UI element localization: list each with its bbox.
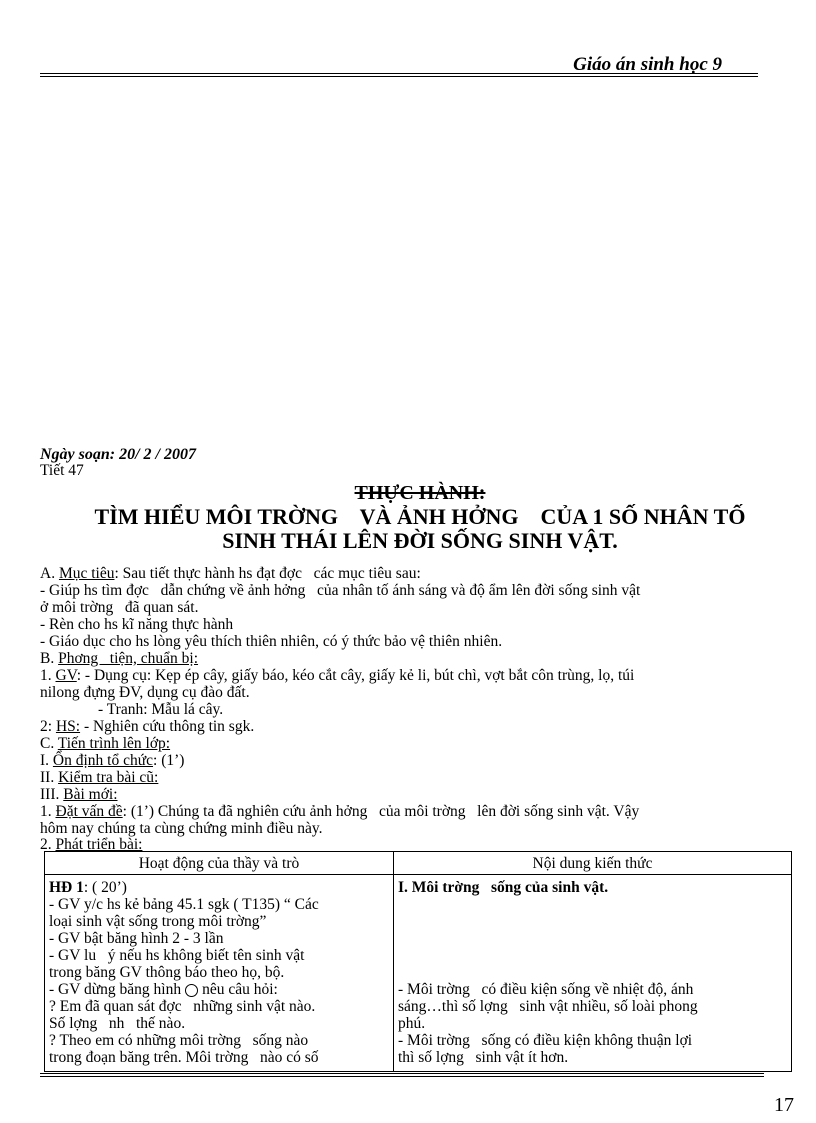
- activity-line-stop: [49, 981, 389, 998]
- step-2-title: Phát triển bài:: [55, 836, 143, 853]
- step-iii-title: Bài mới:: [63, 786, 118, 803]
- stop-question: nêu câu hỏi:: [202, 981, 278, 998]
- lesson-table: [44, 851, 792, 1072]
- step-i: [40, 752, 184, 769]
- section-a-title: Mục tiêu: [58, 565, 115, 582]
- step-i-title: Ổn định tổ chức: [52, 752, 154, 769]
- step-1-prefix: 1.: [40, 803, 56, 820]
- section-b-heading: [40, 650, 198, 667]
- gv-line-2: nilong đựng ĐV, dụng cụ đào đất.: [40, 684, 250, 701]
- title-kicker: THỰC HÀNH:: [354, 482, 486, 504]
- activity-line: trong băng GV thông báo theo họ, bộ.: [49, 964, 285, 981]
- activity-line: ? Theo em có những môi trờng sống nào: [49, 1032, 309, 1049]
- step-1: [40, 803, 639, 820]
- footer-rule-2: [40, 1076, 764, 1077]
- activity-line: loại sinh vật sống trong môi trờng”: [49, 913, 267, 930]
- step-ii: [40, 769, 158, 786]
- step-2-prefix: 2.: [40, 836, 56, 853]
- step-ii-prefix: II.: [40, 769, 59, 786]
- content-spacer: [398, 896, 787, 981]
- activity-line: ? Em đã quan sát đợc những sinh vật nào.: [49, 998, 316, 1015]
- footer-rule: [40, 1073, 764, 1074]
- section-a-rest: : Sau tiết thực hành hs đạt đợc các mục tiêu sau:: [114, 565, 421, 582]
- circle-icon: [185, 984, 198, 997]
- activity-line: - GV bật băng hình 2 - 3 lần: [49, 930, 224, 947]
- section-a-prefix: A.: [40, 565, 59, 582]
- content-line: - Môi trờng có điều kiện sống về nhiệt độ, ánh: [398, 981, 694, 998]
- section-a-item: - Giáo dục cho hs lòng yêu thích thiên nhiên, có ý thức bảo vệ thiên nhiên.: [40, 633, 503, 650]
- table-header-content: Nội dung kiến thức: [394, 852, 792, 875]
- section-c-heading: [40, 735, 170, 752]
- step-i-rest: : (1’): [153, 752, 185, 769]
- activity-line: - GV y/c hs kẻ bảng 45.1 sgk ( T135) “ Các: [49, 896, 319, 913]
- activity-cell: [45, 875, 394, 1072]
- header-rule: [40, 73, 758, 74]
- content-line: phú.: [398, 1015, 426, 1032]
- gv-prefix: 1.: [40, 667, 56, 684]
- hs-prefix: 2:: [40, 718, 56, 735]
- title-line-2: SINH THÁI LÊN ĐỜI SỐNG SINH VẬT.: [222, 528, 618, 553]
- content-line: sáng…thì số lợng sinh vật nhiều, số loài phong: [398, 998, 698, 1015]
- hs-line: [40, 718, 254, 735]
- step-iii: [40, 786, 118, 803]
- gv-line-1: [40, 667, 634, 684]
- stop-text: - GV dừng băng hình: [49, 981, 182, 998]
- section-b-title: Phơng tiện, chuẩn bị:: [58, 650, 199, 667]
- step-ii-title: Kiểm tra bài cũ:: [58, 769, 159, 786]
- step-iii-prefix: III.: [40, 786, 64, 803]
- step-1-text: : (1’) Chúng ta đã nghiên cứu ảnh hởng của môi trờng lên đời sống sinh vật. Vậy: [122, 803, 640, 820]
- hd-time: : ( 20’): [83, 879, 127, 896]
- content-cell-content: [398, 875, 787, 1071]
- step-i-prefix: I.: [40, 752, 53, 769]
- title-line-1: TÌM HIỂU MÔI TRỜNG VÀ ẢNH HỞNG CỦA 1 SỐ NHÂN TỐ: [94, 504, 746, 529]
- section-c-prefix: C.: [40, 735, 58, 752]
- content-cell: [394, 875, 792, 1072]
- activity-line: trong đoạn băng trên. Môi trờng nào có số: [49, 1049, 319, 1066]
- period-label: Tiết 47: [40, 462, 84, 479]
- header-rule-2: [40, 76, 758, 77]
- gv-text: : - Dụng cụ: Kẹp ép cây, giấy báo, kéo cắt cây, giấy kẻ li, bút chì, vợt bắt côn trùng, lọ, túi: [76, 667, 635, 684]
- activity-line: - GV lu ý nếu hs không biết tên sinh vật: [49, 947, 305, 964]
- content-heading: I. Môi trờng sống của sinh vật.: [398, 879, 609, 896]
- gv-head: GV: [55, 667, 77, 684]
- hd-heading: [49, 875, 389, 896]
- section-a-item: - Giúp hs tìm đợc dẫn chứng về ảnh hởng của nhân tố ánh sáng và độ ẩm lên đời sống sinh vật: [40, 582, 641, 599]
- section-c-title: Tiến trình lên lớp:: [57, 735, 171, 752]
- header-title: Giáo án sinh học 9: [573, 54, 722, 75]
- gv-line-3: - Tranh: Mẫu lá cây.: [98, 701, 224, 718]
- section-a-heading: [40, 565, 421, 582]
- table-row: [45, 875, 792, 1072]
- content-line: thì số lợng sinh vật ít hơn.: [398, 1049, 569, 1066]
- table-header-activity: Hoạt động của thầy và trò: [45, 852, 394, 875]
- activity-line: Số lợng nh thế nào.: [49, 1015, 186, 1032]
- activity-cell-content: [49, 875, 389, 1071]
- step-1-title: Đặt vấn đề: [55, 803, 123, 820]
- page-number: 17: [774, 1094, 794, 1116]
- step-1-line-2: hôm nay chúng ta cùng chứng minh điều này.: [40, 820, 323, 837]
- table-header-row: [45, 852, 792, 875]
- section-a-item: ở môi trờng đã quan sát.: [40, 599, 199, 616]
- hd-title: HĐ 1: [49, 879, 84, 896]
- hs-head: HS:: [55, 718, 81, 735]
- section-a-item: - Rèn cho hs kĩ năng thực hành: [40, 616, 234, 633]
- content-line: - Môi trờng sống có điều kiện không thuận lợi: [398, 1032, 693, 1049]
- hs-text: - Nghiên cứu thông tin sgk.: [80, 718, 255, 735]
- date-label: Ngày soạn: 20/ 2 / 2007: [40, 446, 196, 463]
- section-b-prefix: B.: [40, 650, 59, 667]
